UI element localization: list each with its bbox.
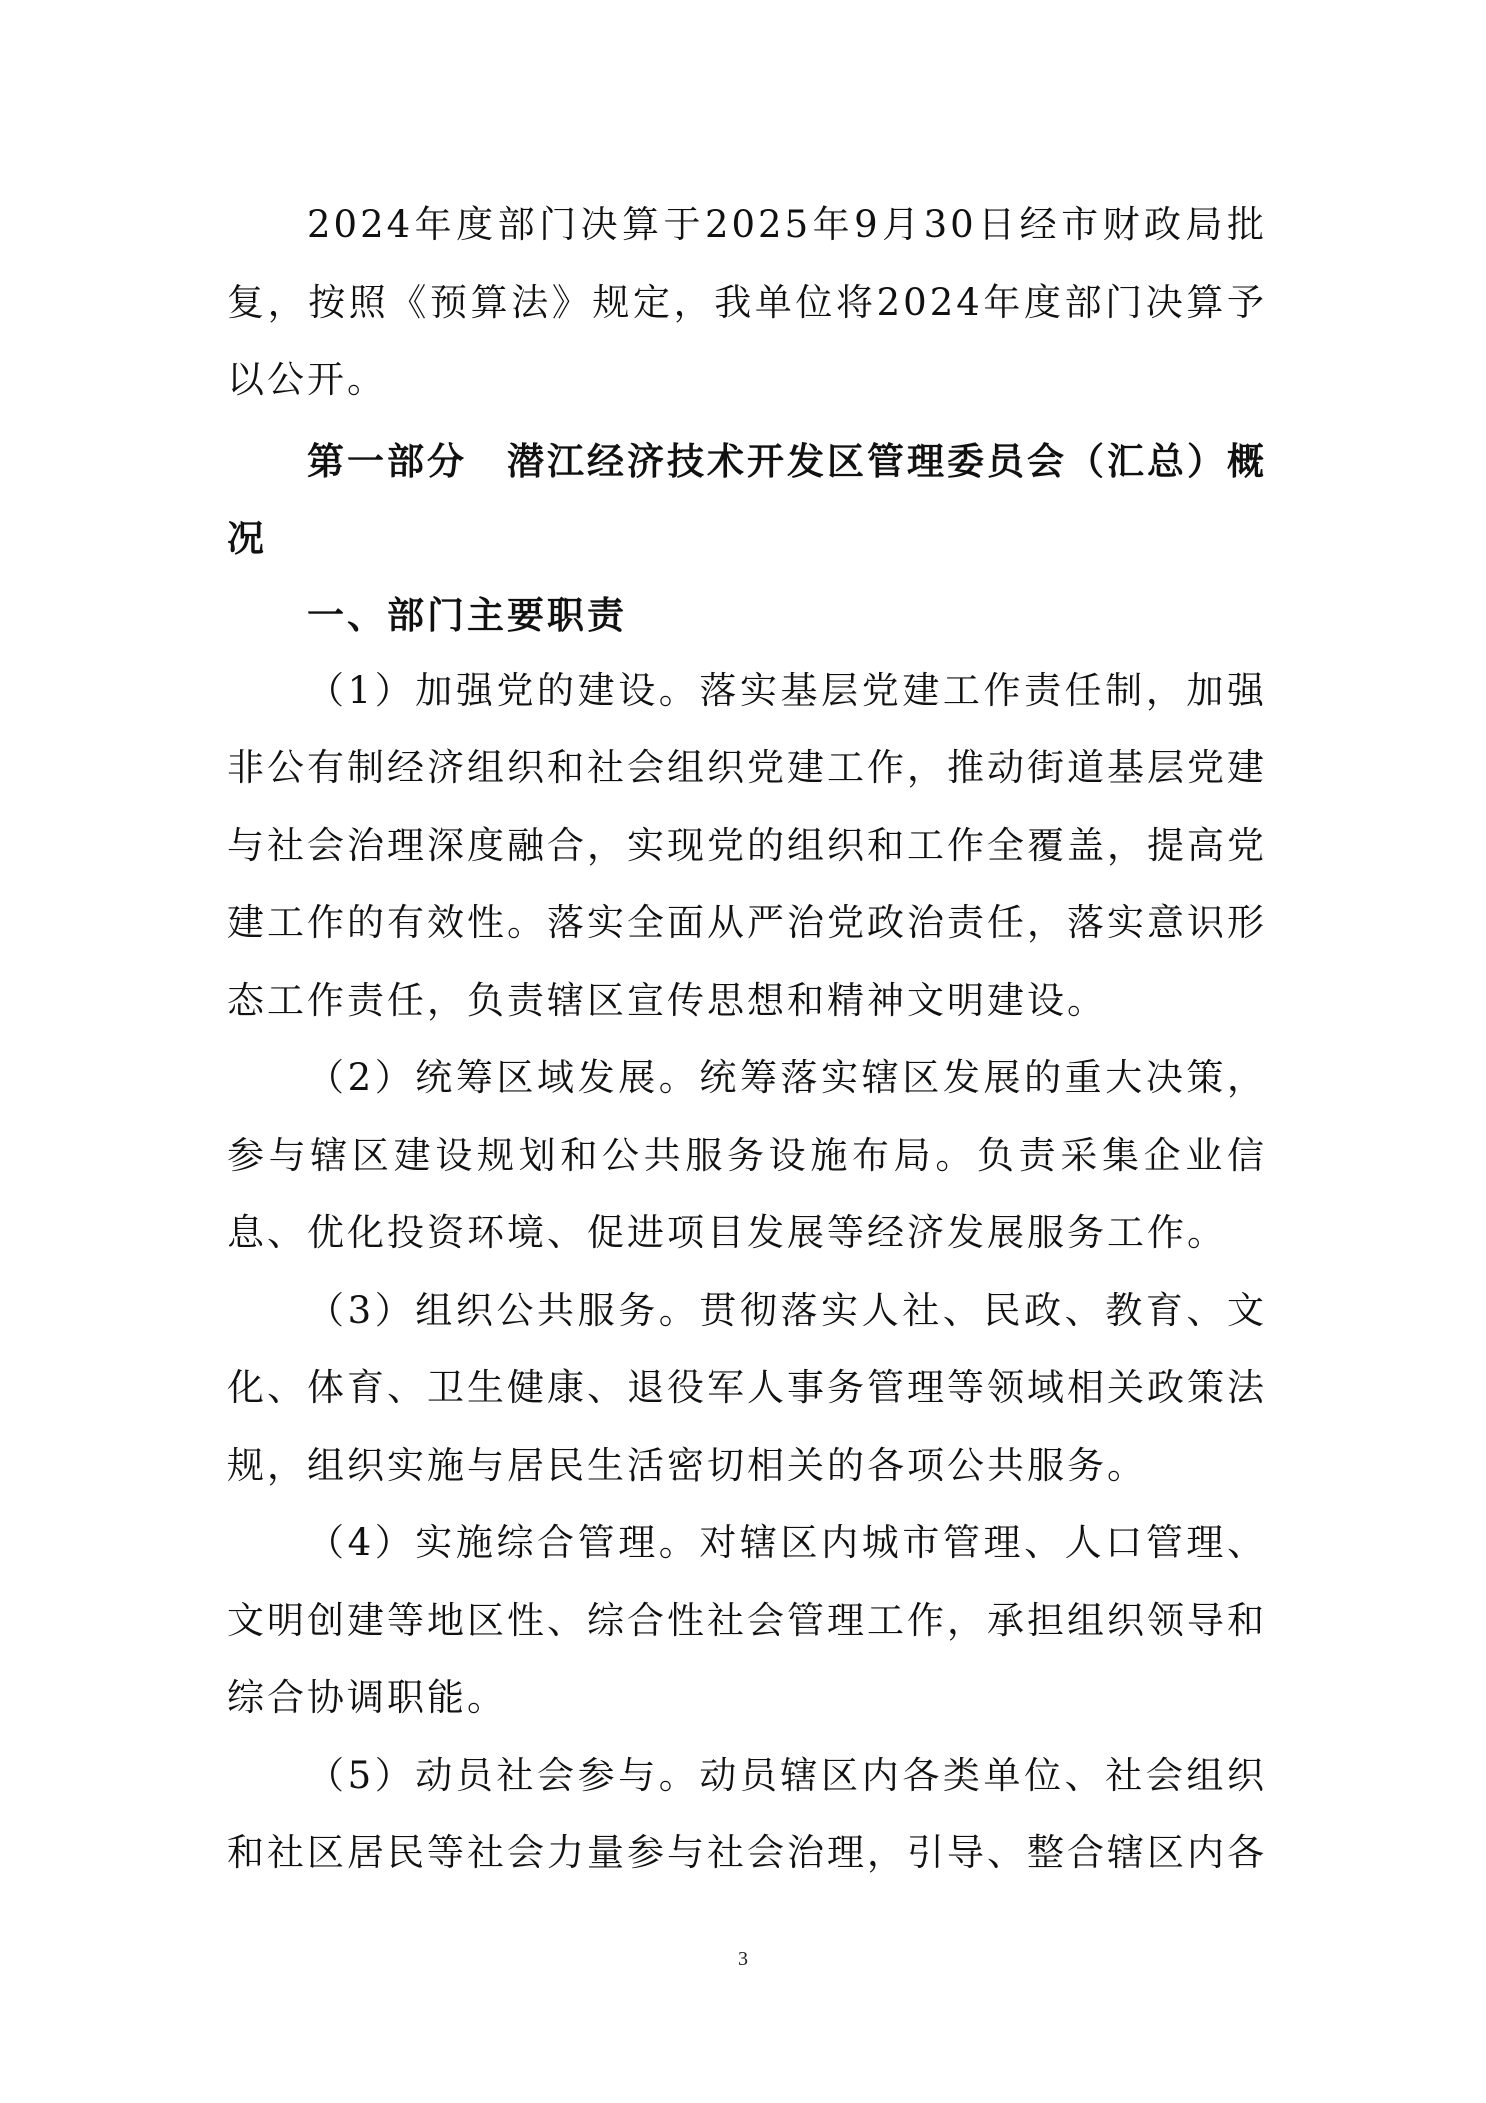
duty-paragraph-3: （3）组织公共服务。贯彻落实人社、民政、教育、文化、体育、卫生健康、退役军人事务管理等领域相关政策法规，组织实施与居民生活密切相关的各项公共服务。 [227, 1288, 1267, 1487]
duty-paragraph-2: （2）统筹区域发展。统筹落实辖区发展的重大决策，参与辖区建设规划和公共服务设施布局。负责采集企业信息、优化投资环境、促进项目发展等经济发展服务工作。 [227, 1056, 1267, 1254]
page-content [227, 186, 1267, 1892]
part-title: 第一部分 潜江经济技术开发区管理委员会（汇总）概况 [227, 439, 1267, 560]
duty-paragraph-5: （5）动员社会参与。动员辖区内各类单位、社会组织和社区居民等社会力量参与社会治理，引导、整合辖区内各 [227, 1753, 1267, 1874]
page-number: 3 [738, 1948, 748, 1970]
intro-paragraph: 2024年度部门决算于2025年9月30日经市财政局批复，按照《预算法》规定，我单位将2024年度部门决算予以公开。 [227, 203, 1267, 401]
duty-paragraph-4: （4）实施综合管理。对辖区内城市管理、人口管理、文明创建等地区性、综合性社会管理工作，承担组织领导和综合协调职能。 [227, 1521, 1267, 1719]
duty-paragraph-1: （1）加强党的建设。落实基层党建工作责任制，加强非公有制经济组织和社会组织党建工作，推动街道基层党建与社会治理深度融合，实现党的组织和工作全覆盖，提高党建工作的有效性。落实全面从严治党政治责任，落实意识形态工作责任，负责辖区宣传思想和精神文明建设。 [227, 668, 1267, 1022]
section-title: 一、部门主要职责 [307, 593, 627, 637]
